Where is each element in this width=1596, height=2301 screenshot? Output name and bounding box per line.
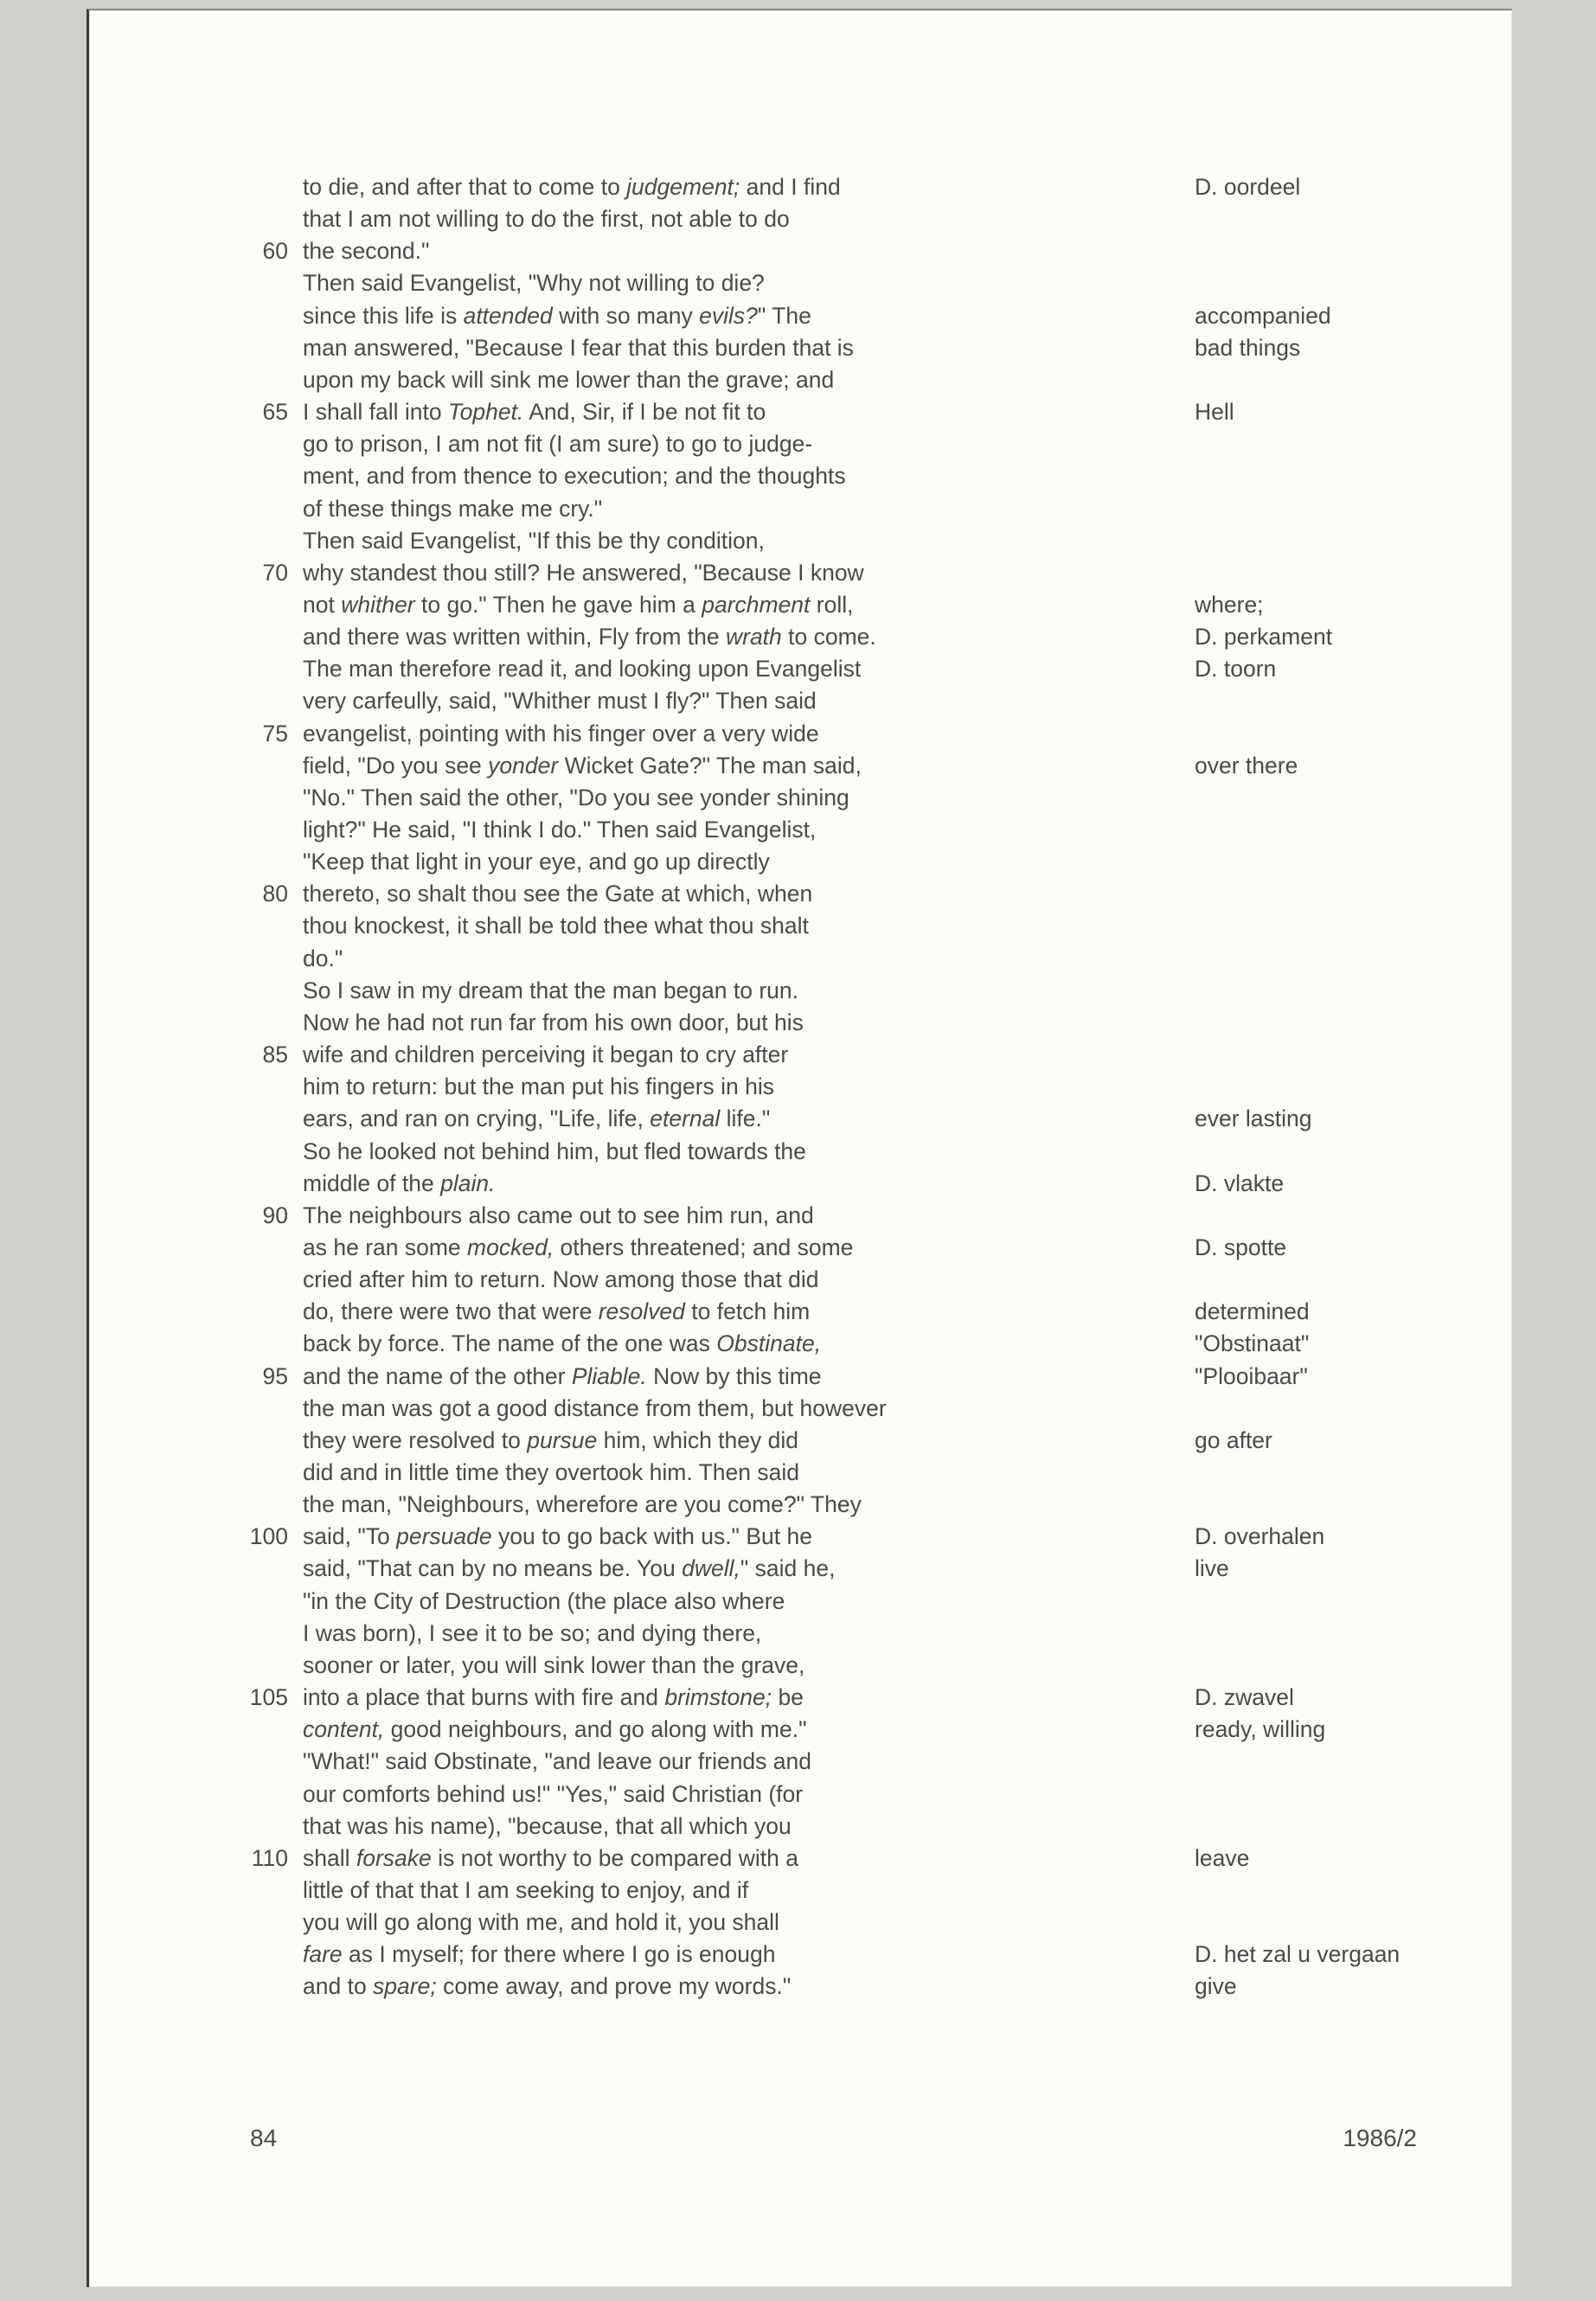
line-text — [303, 267, 765, 299]
text-line — [89, 1779, 1512, 1811]
line-text — [303, 1393, 887, 1425]
text-run: go to prison, I am not fit (I am sure) to go to judge- — [303, 431, 813, 458]
text-run: the man, "Neighbours, wherefore are you come?" They — [303, 1491, 862, 1518]
text-run: good neighbours, and go along with me." — [384, 1716, 807, 1743]
text-run: said, "That can by no means be. You — [303, 1555, 683, 1582]
text-line — [89, 1553, 1512, 1585]
glossed-word: judgement; — [626, 174, 740, 200]
line-text — [303, 1489, 862, 1521]
text-line — [89, 1328, 1512, 1360]
text-run: and the name of the other — [303, 1362, 572, 1389]
line-text — [303, 910, 809, 942]
text-run: the man was got a good distance from them, but however — [303, 1394, 887, 1421]
text-line — [89, 1650, 1512, 1682]
text-line — [89, 1200, 1512, 1232]
glossed-word: spare; — [373, 1973, 437, 2000]
glossed-word: wrath — [725, 624, 782, 651]
text-run: middle of the — [303, 1170, 441, 1196]
glossed-word: plain. — [440, 1170, 496, 1196]
text-line — [89, 1682, 1512, 1714]
glossed-word: attended — [463, 302, 553, 329]
text-line — [89, 1811, 1512, 1843]
text-line — [89, 1875, 1512, 1907]
text-run: evangelist, pointing with his finger over a very wide — [303, 720, 819, 747]
text-run: thereto, so shalt thou see the Gate at which, when — [303, 881, 813, 907]
text-run: is not worthy to be compared with a — [431, 1844, 798, 1871]
text-run: shall — [303, 1844, 356, 1871]
glossed-word: content, — [303, 1716, 385, 1743]
margin-gloss: live — [1195, 1555, 1229, 1582]
text-run: with so many — [552, 302, 700, 329]
text-line — [89, 203, 1512, 235]
line-text — [303, 1811, 792, 1843]
text-line — [89, 235, 1512, 267]
text-run: him to return: but the man put his fingers in his — [303, 1074, 774, 1100]
line-text — [303, 1843, 798, 1875]
text-run: So I saw in my dream that the man began to run. — [303, 977, 798, 1003]
text-run: ears, and ran on crying, "Life, life, — [303, 1106, 651, 1132]
line-text — [303, 1168, 495, 1200]
text-line — [89, 1521, 1512, 1553]
line-text — [303, 1779, 803, 1811]
glossed-word: evils? — [699, 302, 758, 329]
line-number: 85 — [262, 1042, 288, 1068]
line-text — [303, 1586, 785, 1618]
margin-gloss: D. overhalen — [1195, 1523, 1325, 1550]
text-run: upon my back will sink me lower than the grave; and — [303, 366, 835, 393]
line-text — [303, 171, 841, 203]
text-run: and to — [303, 1973, 374, 2000]
glossed-word: Obstinate, — [716, 1330, 822, 1357]
line-text — [303, 782, 849, 814]
text-run: " said he, — [740, 1555, 836, 1582]
text-line — [89, 1746, 1512, 1778]
text-run: life." — [720, 1106, 771, 1132]
margin-gloss: accompanied — [1195, 302, 1331, 329]
line-text — [303, 396, 766, 428]
line-text — [303, 1425, 798, 1457]
text-run: you to go back with us." But he — [491, 1523, 812, 1550]
line-number: 80 — [262, 881, 288, 907]
text-line — [89, 910, 1512, 942]
margin-gloss: Hell — [1195, 399, 1234, 426]
text-run: that I am not willing to do the first, not able to do — [303, 206, 790, 233]
text-run: to go." Then he gave him a — [414, 591, 702, 618]
line-number: 60 — [262, 238, 288, 265]
line-number: 75 — [262, 720, 288, 747]
margin-gloss: over there — [1195, 752, 1298, 779]
text-line — [89, 493, 1512, 525]
text-run: ment, and from thence to execution; and the thoughts — [303, 463, 846, 490]
line-number: 65 — [262, 399, 288, 426]
line-text — [303, 975, 798, 1007]
text-run: cried after him to return. Now among those that did — [303, 1266, 819, 1293]
margin-gloss: D. het zal u vergaan — [1195, 1941, 1401, 1968]
margin-gloss: "Plooibaar" — [1195, 1362, 1308, 1389]
text-run: Now he had not run far from his own door, but his — [303, 1009, 804, 1035]
text-run: roll, — [810, 591, 854, 618]
text-run: not — [303, 591, 342, 618]
line-text — [303, 621, 876, 653]
text-line — [89, 267, 1512, 299]
text-run: to come. — [781, 624, 876, 651]
text-run: to fetch him — [684, 1298, 811, 1325]
line-text — [303, 846, 770, 878]
margin-gloss: "Obstinaat" — [1195, 1330, 1310, 1357]
line-text — [303, 460, 846, 492]
text-run: Then said Evangelist, "If this be thy condition, — [303, 527, 765, 554]
glossed-word: eternal — [650, 1106, 721, 1132]
line-text — [303, 814, 816, 846]
text-line — [89, 1393, 1512, 1425]
line-text — [303, 1714, 807, 1746]
margin-gloss: go after — [1195, 1426, 1272, 1453]
line-text — [303, 878, 812, 910]
text-line — [89, 364, 1512, 396]
glossed-word: Pliable. — [571, 1362, 647, 1389]
text-run: thou knockest, it shall be told thee what thou shalt — [303, 913, 809, 939]
text-line — [89, 1361, 1512, 1393]
text-run: and I find — [740, 174, 841, 200]
text-run: The man therefore read it, and looking upon Evangelist — [303, 656, 862, 683]
margin-gloss: D. spotte — [1195, 1234, 1287, 1260]
text-run: others threatened; and some — [554, 1234, 854, 1260]
text-line — [89, 171, 1512, 203]
text-run: that was his name), "because, that all which you — [303, 1812, 792, 1839]
line-number: 70 — [262, 559, 288, 586]
text-run: they were resolved to — [303, 1426, 528, 1453]
text-line — [89, 1296, 1512, 1328]
text-line — [89, 557, 1512, 589]
line-text — [303, 1971, 791, 2003]
text-line — [89, 460, 1512, 492]
line-text — [303, 1071, 774, 1103]
text-run: And, Sir, if I be not fit to — [523, 399, 766, 426]
line-text — [303, 493, 602, 525]
line-number: 105 — [249, 1684, 288, 1711]
text-line — [89, 1971, 1512, 2003]
margin-gloss: bad things — [1195, 334, 1301, 361]
text-line — [89, 1843, 1512, 1875]
text-line — [89, 1103, 1512, 1135]
line-text — [303, 685, 817, 717]
line-text — [303, 1296, 810, 1328]
line-text — [303, 1553, 835, 1585]
line-text — [303, 1264, 819, 1296]
text-line — [89, 1907, 1512, 1939]
text-line — [89, 428, 1512, 460]
line-text — [303, 943, 343, 975]
glossed-word: pursue — [527, 1426, 598, 1453]
text-line — [89, 1232, 1512, 1264]
text-line — [89, 653, 1512, 685]
margin-gloss: give — [1195, 1973, 1237, 2000]
text-run: to die, and after that to come to — [303, 174, 627, 200]
line-text — [303, 1521, 812, 1553]
text-run: since this life is — [303, 302, 464, 329]
text-run: Then said Evangelist, "Why not willing to die? — [303, 270, 765, 297]
text-line — [89, 1071, 1512, 1103]
glossed-word: whither — [341, 591, 415, 618]
book-page — [87, 9, 1512, 2287]
text-line — [89, 332, 1512, 364]
line-text — [303, 525, 765, 557]
margin-gloss: D. zwavel — [1195, 1684, 1294, 1711]
text-run: back by force. The name of the one was — [303, 1330, 717, 1357]
line-text — [303, 589, 853, 621]
text-run: into a place that burns with fire and — [303, 1684, 665, 1711]
line-text — [303, 332, 854, 364]
line-text — [303, 364, 834, 396]
text-line — [89, 1007, 1512, 1039]
text-line — [89, 525, 1512, 557]
text-line — [89, 685, 1512, 717]
glossed-word: parchment — [702, 591, 811, 618]
line-text — [303, 1039, 788, 1071]
line-text — [303, 1907, 779, 1939]
text-run: and there was written within, Fly from the — [303, 624, 726, 651]
glossed-word: persuade — [396, 1523, 492, 1550]
text-line — [89, 943, 1512, 975]
text-run: Now by this time — [646, 1362, 822, 1389]
text-run: as I myself; for there where I go is enough — [342, 1941, 776, 1968]
glossed-word: Tophet. — [447, 399, 524, 426]
text-line — [89, 1586, 1512, 1618]
line-text — [303, 750, 862, 782]
line-text — [303, 1939, 775, 1971]
line-text — [303, 203, 790, 235]
text-run: I shall fall into — [303, 399, 448, 426]
margin-gloss: determined — [1195, 1298, 1310, 1325]
text-run: The neighbours also came out to see him run, and — [303, 1202, 814, 1228]
text-run: Wicket Gate?" The man said, — [558, 752, 862, 779]
margin-gloss: where; — [1195, 591, 1264, 618]
text-run: our comforts behind us!" "Yes," said Christian (for — [303, 1780, 804, 1807]
text-line — [89, 300, 1512, 332]
line-text — [303, 1875, 748, 1907]
line-text — [303, 653, 861, 685]
glossed-word: yonder — [488, 752, 559, 779]
line-text — [303, 1200, 814, 1232]
text-run: light?" He said, "I think I do." Then said Evangelist, — [303, 817, 817, 843]
text-run: " The — [757, 302, 811, 329]
glossed-word: mocked, — [467, 1234, 554, 1260]
text-run: little of that that I am seeking to enjoy, and if — [303, 1876, 749, 1903]
text-line — [89, 1264, 1512, 1296]
text-line — [89, 846, 1512, 878]
text-run: "No." Then said the other, "Do you see yonder shining — [303, 784, 849, 811]
line-text — [303, 235, 429, 267]
line-text — [303, 1232, 853, 1264]
glossed-word: brimstone; — [664, 1684, 772, 1711]
text-run: did and in little time they overtook him. Then said — [303, 1459, 799, 1485]
line-number: 90 — [262, 1202, 288, 1228]
line-text — [303, 1103, 770, 1135]
margin-gloss: leave — [1195, 1844, 1250, 1871]
text-run: man answered, "Because I fear that this burden that is — [303, 334, 854, 361]
text-line — [89, 814, 1512, 846]
text-run: of these things make me cry." — [303, 495, 603, 522]
margin-gloss: D. toorn — [1195, 656, 1277, 683]
text-run: the second." — [303, 238, 430, 265]
text-line — [89, 782, 1512, 814]
text-line — [89, 1939, 1512, 1971]
glossed-word: dwell, — [682, 1555, 740, 1582]
text-run: So he looked not behind him, but fled towards the — [303, 1138, 806, 1164]
text-run: field, "Do you see — [303, 752, 489, 779]
text-run: I was born), I see it to be so; and dying there, — [303, 1619, 762, 1646]
glossed-word: resolved — [598, 1298, 685, 1325]
glossed-word: forsake — [356, 1844, 432, 1871]
line-number: 95 — [262, 1362, 288, 1389]
line-text — [303, 718, 819, 750]
text-run: him, which they did — [597, 1426, 798, 1453]
line-text — [303, 557, 864, 589]
text-line — [89, 621, 1512, 653]
margin-gloss: ready, willing — [1195, 1716, 1326, 1743]
text-run: you will go along with me, and hold it, you shall — [303, 1909, 779, 1936]
text-line — [89, 1039, 1512, 1071]
line-number: 110 — [251, 1844, 288, 1871]
line-text — [303, 1007, 804, 1039]
text-line — [89, 1489, 1512, 1521]
margin-gloss: D. vlakte — [1195, 1170, 1285, 1196]
line-text — [303, 1650, 804, 1682]
glossed-word: fare — [303, 1941, 343, 1968]
line-text — [303, 1618, 761, 1650]
text-run: come away, and prove my words." — [436, 1973, 792, 2000]
text-run: said, "To — [303, 1523, 397, 1550]
text-run: as he ran some — [303, 1234, 468, 1260]
text-line — [89, 750, 1512, 782]
text-line — [89, 1425, 1512, 1457]
text-line — [89, 396, 1512, 428]
text-line — [89, 589, 1512, 621]
margin-gloss: D. perkament — [1195, 624, 1333, 651]
text-run: "Keep that light in your eye, and go up directly — [303, 849, 770, 875]
line-text — [303, 1328, 821, 1360]
issue-number: 1986/2 — [1343, 2125, 1417, 2151]
text-run: do." — [303, 945, 343, 971]
line-text — [303, 300, 811, 332]
margin-gloss: D. oordeel — [1195, 174, 1301, 200]
margin-gloss: ever lasting — [1195, 1106, 1312, 1132]
text-line — [89, 1136, 1512, 1168]
line-text — [303, 1682, 804, 1714]
text-line — [89, 878, 1512, 910]
text-line — [89, 1457, 1512, 1489]
text-line — [89, 1714, 1512, 1746]
text-run: sooner or later, you will sink lower than the grave, — [303, 1651, 805, 1678]
text-run: be — [772, 1684, 804, 1711]
page-number: 84 — [250, 2125, 278, 2151]
text-run: why standest thou still? He answered, "Because I know — [303, 559, 864, 586]
text-run: very carfeully, said, "Whither must I fly?" Then said — [303, 688, 817, 715]
text-line — [89, 1168, 1512, 1200]
line-text — [303, 428, 812, 460]
text-run: do, there were two that were — [303, 1298, 599, 1325]
line-text — [303, 1136, 806, 1168]
text-run: wife and children perceiving it began to cry after — [303, 1042, 789, 1068]
text-line — [89, 1618, 1512, 1650]
line-number: 100 — [249, 1523, 288, 1550]
text-run: "in the City of Destruction (the place also where — [303, 1587, 785, 1614]
line-text — [303, 1361, 822, 1393]
line-text — [303, 1746, 811, 1778]
text-line — [89, 718, 1512, 750]
line-text — [303, 1457, 799, 1489]
text-run: "What!" said Obstinate, "and leave our friends and — [303, 1748, 811, 1775]
text-line — [89, 975, 1512, 1007]
